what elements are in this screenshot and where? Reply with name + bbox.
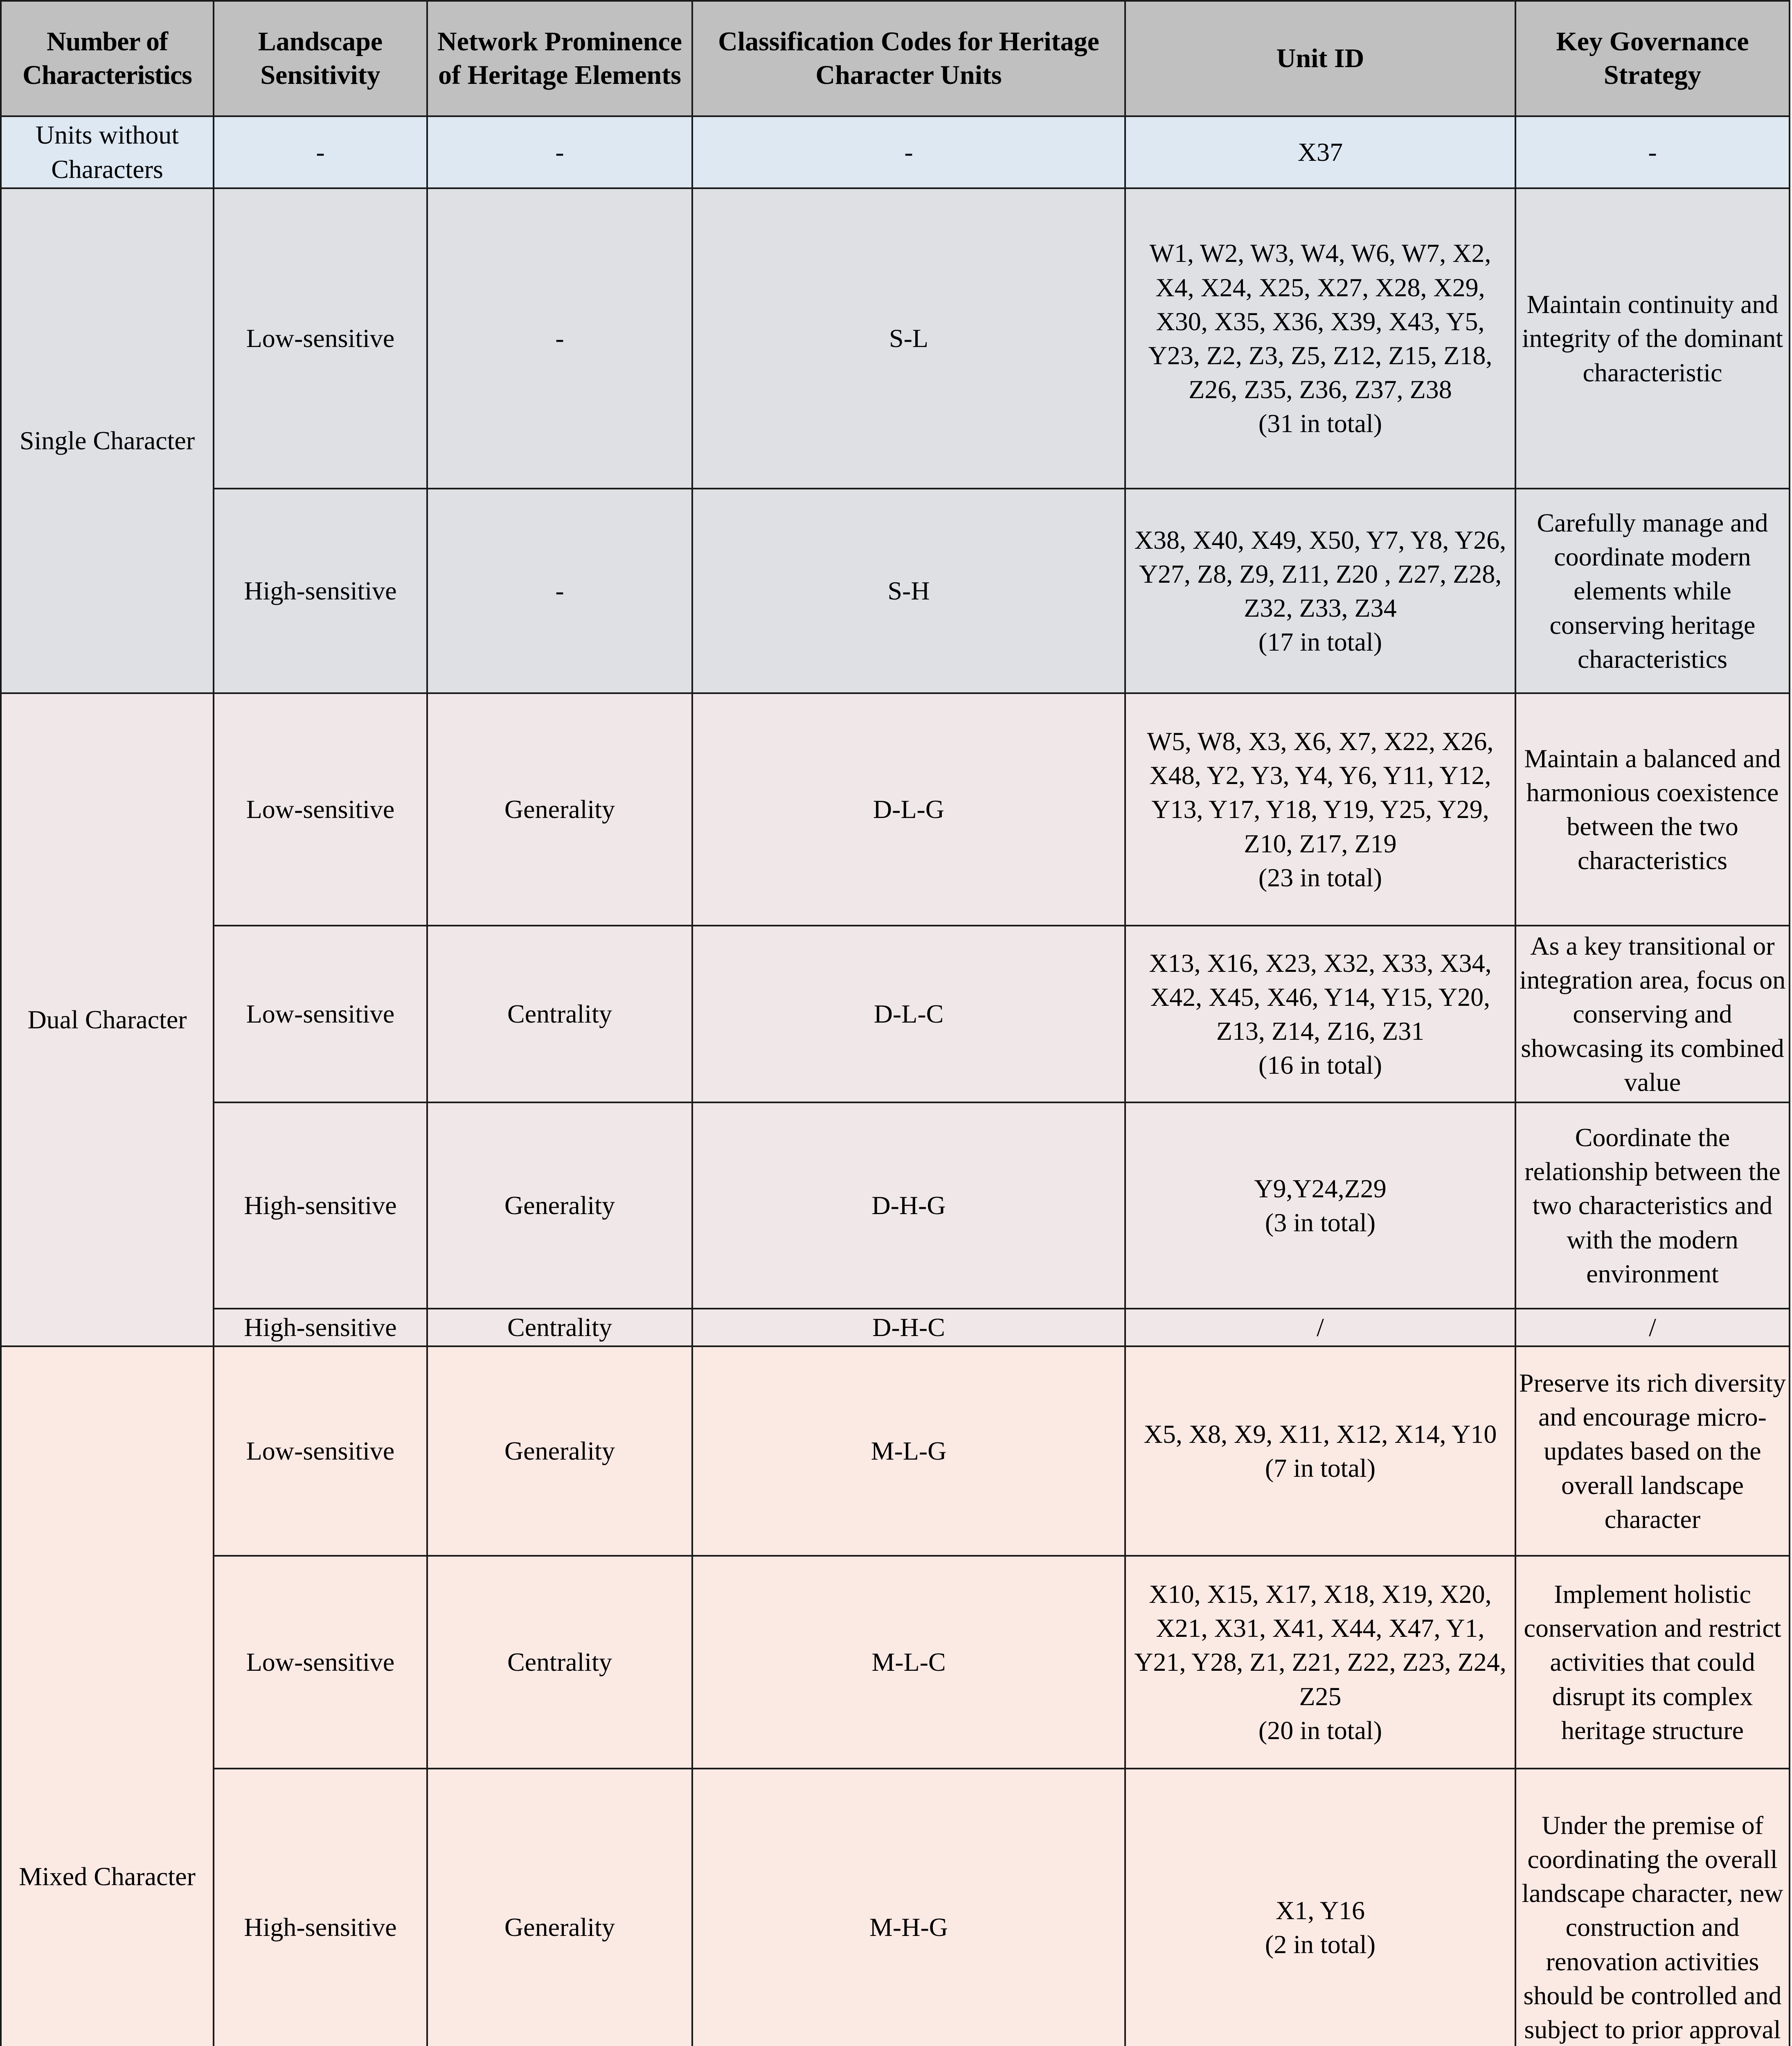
unit-id-cell bbox=[1125, 116, 1515, 188]
code-cell: D-L-C bbox=[692, 926, 1125, 1102]
code-cell: M-H-G bbox=[692, 1769, 1125, 2046]
prominence-cell: - bbox=[427, 116, 692, 188]
header-unit-id: Unit ID bbox=[1125, 1, 1515, 116]
unit-id-cell bbox=[1125, 489, 1515, 693]
sensitivity-cell: High-sensitive bbox=[214, 1309, 427, 1346]
strategy-cell: Maintain a balanced and harmonious coexistence between the two characteristics bbox=[1515, 693, 1790, 926]
table-row bbox=[1, 693, 1790, 926]
group-label-single: Single Character bbox=[1, 188, 214, 693]
strategy-cell: As a key transitional or integration area, focus on conserving and showcasing its combined value bbox=[1515, 926, 1790, 1102]
header-landscape-sensitivity: Landscape Sensitivity bbox=[214, 1, 427, 116]
code-cell: D-H-G bbox=[692, 1102, 1125, 1309]
table-row bbox=[1, 188, 1790, 489]
unit-count: (7 in total) bbox=[1265, 1453, 1376, 1483]
unit-id-cell bbox=[1125, 1309, 1515, 1346]
unit-id-list: W5, W8, X3, X6, X7, X22, X26, X48, Y2, Y3, Y4, Y6, Y11, Y12, Y13, Y17, Y18, Y19, Y25, Y29, Z10, Z17, Z19 bbox=[1147, 727, 1494, 858]
strategy-cell: Under the premise of coordinating the overall landscape character, new construction and renovation activities should be controlled and subject to prior approval bbox=[1515, 1769, 1790, 2046]
sensitivity-cell: High-sensitive bbox=[214, 1102, 427, 1309]
unit-count: (23 in total) bbox=[1258, 863, 1382, 892]
group-label-none: Units without Characters bbox=[1, 116, 214, 188]
prominence-cell: Generality bbox=[427, 1102, 692, 1309]
table-row bbox=[1, 1309, 1790, 1346]
unit-count: (2 in total) bbox=[1265, 1930, 1376, 1959]
prominence-cell: Generality bbox=[427, 693, 692, 926]
group-label-mixed: Mixed Character bbox=[1, 1346, 214, 2046]
prominence-cell: Generality bbox=[427, 1769, 692, 2046]
unit-id-cell bbox=[1125, 1769, 1515, 2046]
prominence-cell: Centrality bbox=[427, 926, 692, 1102]
header-classification-codes: Classification Codes for Heritage Character Units bbox=[692, 1, 1125, 116]
unit-count: (31 in total) bbox=[1258, 409, 1382, 438]
unit-count: (16 in total) bbox=[1258, 1050, 1382, 1080]
header-number-of-characteristics: Number of Characteristics bbox=[1, 1, 214, 116]
header-network-prominence: Network Prominence of Heritage Elements bbox=[427, 1, 692, 116]
sensitivity-cell: High-sensitive bbox=[214, 489, 427, 693]
strategy-cell: Maintain continuity and integrity of the dominant characteristic bbox=[1515, 188, 1790, 489]
sensitivity-cell: Low-sensitive bbox=[214, 1556, 427, 1769]
unit-id-list: / bbox=[1317, 1313, 1324, 1342]
sensitivity-cell: Low-sensitive bbox=[214, 1346, 427, 1556]
unit-id-list: X1, Y16 bbox=[1275, 1895, 1365, 1925]
prominence-cell: - bbox=[427, 489, 692, 693]
sensitivity-cell: Low-sensitive bbox=[214, 693, 427, 926]
code-cell: M-L-G bbox=[692, 1346, 1125, 1556]
code-cell: - bbox=[692, 116, 1125, 188]
table-row bbox=[1, 926, 1790, 1102]
unit-id-list: X38, X40, X49, X50, Y7, Y8, Y26, Y27, Z8, Z9, Z11, Z20 , Z27, Z28, Z32, Z33, Z34 bbox=[1134, 525, 1506, 622]
unit-count: (3 in total) bbox=[1265, 1208, 1376, 1237]
unit-id-cell bbox=[1125, 188, 1515, 489]
unit-id-cell bbox=[1125, 1556, 1515, 1769]
table-row bbox=[1, 489, 1790, 693]
unit-count: (20 in total) bbox=[1258, 1715, 1382, 1745]
code-cell: D-H-C bbox=[692, 1309, 1125, 1346]
table-row bbox=[1, 116, 1790, 188]
sensitivity-cell: Low-sensitive bbox=[214, 926, 427, 1102]
code-cell: D-L-G bbox=[692, 693, 1125, 926]
header-governance-strategy: Key Governance Strategy bbox=[1515, 1, 1790, 116]
strategy-cell: Coordinate the relationship between the two characteristics and with the modern environment bbox=[1515, 1102, 1790, 1309]
code-cell: M-L-C bbox=[692, 1556, 1125, 1769]
strategy-cell: - bbox=[1515, 116, 1790, 188]
strategy-cell: Carefully manage and coordinate modern elements while conserving heritage characteristics bbox=[1515, 489, 1790, 693]
sensitivity-cell: Low-sensitive bbox=[214, 188, 427, 489]
prominence-cell: Generality bbox=[427, 1346, 692, 1556]
header-row bbox=[1, 1, 1790, 116]
strategy-cell: Preserve its rich diversity and encourage micro-updates based on the overall landscape character bbox=[1515, 1346, 1790, 1556]
code-cell: S-L bbox=[692, 188, 1125, 489]
unit-id-cell bbox=[1125, 926, 1515, 1102]
sensitivity-cell: High-sensitive bbox=[214, 1769, 427, 2046]
unit-id-cell bbox=[1125, 1102, 1515, 1309]
unit-id-list: W1, W2, W3, W4, W6, W7, X2, X4, X24, X25, X27, X28, X29, X30, X35, X36, X39, X43, Y5, Y23, Z2, Z3, Z5, Z12, Z15, Z18, Z26, Z35, Z36, Z37, Z38 bbox=[1148, 239, 1493, 404]
prominence-cell: - bbox=[427, 188, 692, 489]
sensitivity-cell: - bbox=[214, 116, 427, 188]
unit-id-list: X10, X15, X17, X18, X19, X20, X21, X31, X41, X44, X47, Y1, Y21, Y28, Z1, Z21, Z22, Z23, Z24, Z25 bbox=[1134, 1580, 1506, 1711]
prominence-cell: Centrality bbox=[427, 1556, 692, 1769]
unit-count: (17 in total) bbox=[1258, 627, 1382, 657]
table-row bbox=[1, 1346, 1790, 1556]
unit-id-list: Y9,Y24,Z29 bbox=[1254, 1174, 1387, 1203]
prominence-cell: Centrality bbox=[427, 1309, 692, 1346]
strategy-cell: Implement holistic conservation and restrict activities that could disrupt its complex heritage structure bbox=[1515, 1556, 1790, 1769]
strategy-cell: / bbox=[1515, 1309, 1790, 1346]
group-label-dual: Dual Character bbox=[1, 693, 214, 1346]
code-cell: S-H bbox=[692, 489, 1125, 693]
unit-id-list: X13, X16, X23, X32, X33, X34, X42, X45, X46, Y14, Y15, Y20, Z13, Z14, Z16, Z31 bbox=[1149, 948, 1492, 1046]
table-row bbox=[1, 1769, 1790, 2046]
unit-id-list: X5, X8, X9, X11, X12, X14, Y10 bbox=[1144, 1419, 1497, 1449]
table-row bbox=[1, 1102, 1790, 1309]
unit-id-cell bbox=[1125, 1346, 1515, 1556]
unit-id-list: X37 bbox=[1297, 137, 1343, 167]
table-row bbox=[1, 1556, 1790, 1769]
unit-id-cell bbox=[1125, 693, 1515, 926]
